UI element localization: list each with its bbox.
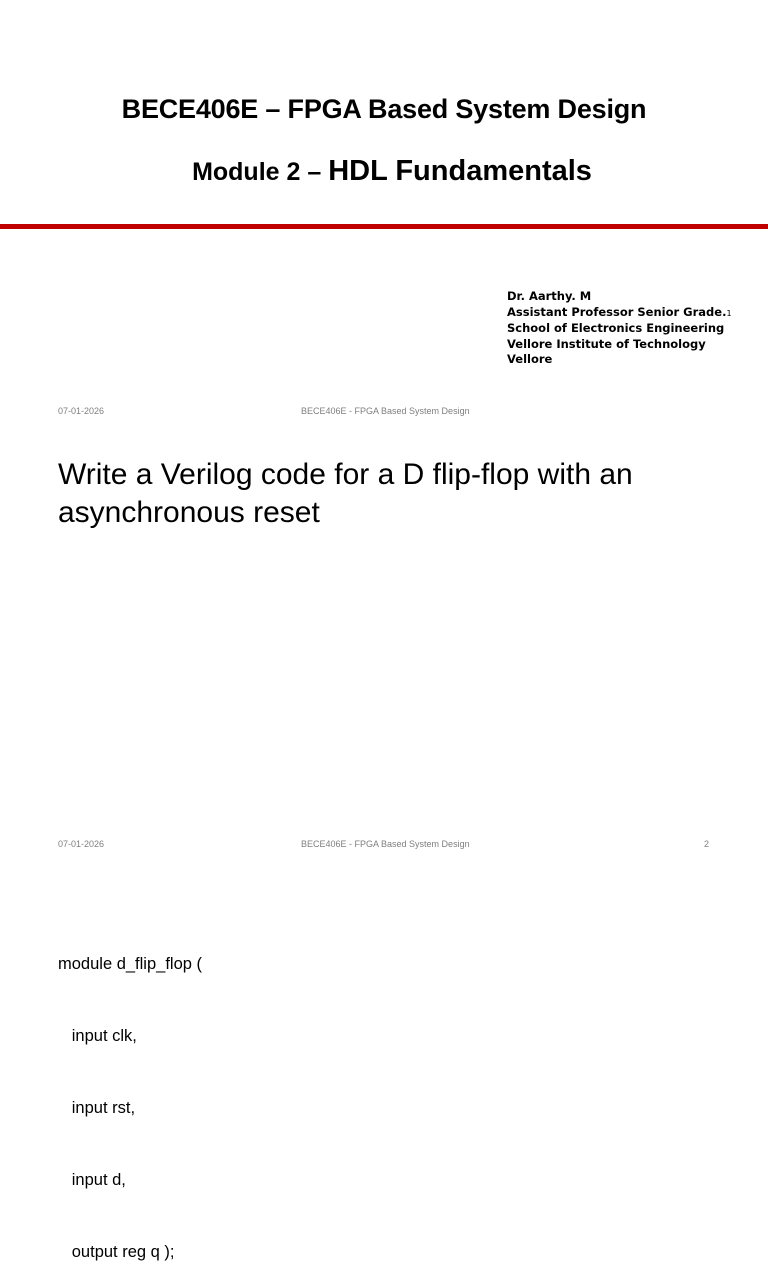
slide2-footer-date: 07-01-2026 [58, 839, 105, 849]
author-position-text: Assistant Professor Senior Grade. [507, 304, 727, 319]
author-school: School of Electronics Engineering [507, 321, 725, 336]
author-position-suffix: 1 [726, 308, 732, 318]
author-institute: Vellore Institute of Technology [507, 336, 706, 351]
code-line: module d_flip_flop ( [58, 955, 203, 973]
author-city: Vellore [507, 352, 553, 367]
module-prefix: Module 2 – [192, 158, 329, 186]
code-block [58, 904, 202, 1288]
slide2-heading: Write a Verilog code for a D flip-flop with an asynchronous reset [58, 458, 633, 529]
code-line: input d, [58, 1171, 126, 1189]
author-name: Dr. Aarthy. M [507, 289, 592, 303]
author-block [507, 289, 732, 368]
author-position [507, 305, 732, 322]
slide2-page-number: 2 [704, 839, 710, 849]
slide-title: BECE406E – FPGA Based System Design [121, 94, 647, 124]
slide1-footer-date: 07-01-2026 [58, 406, 105, 416]
title-divider [0, 224, 768, 229]
slide2-footer-course: BECE406E - FPGA Based System Design [301, 839, 470, 849]
module-name: HDL Fundamentals [328, 155, 592, 187]
code-line: output reg q ); [58, 1243, 175, 1261]
code-line: input rst, [58, 1099, 136, 1117]
code-line: input clk, [58, 1027, 137, 1045]
module-title [0, 155, 768, 188]
slide1-footer-course: BECE406E - FPGA Based System Design [301, 406, 470, 416]
